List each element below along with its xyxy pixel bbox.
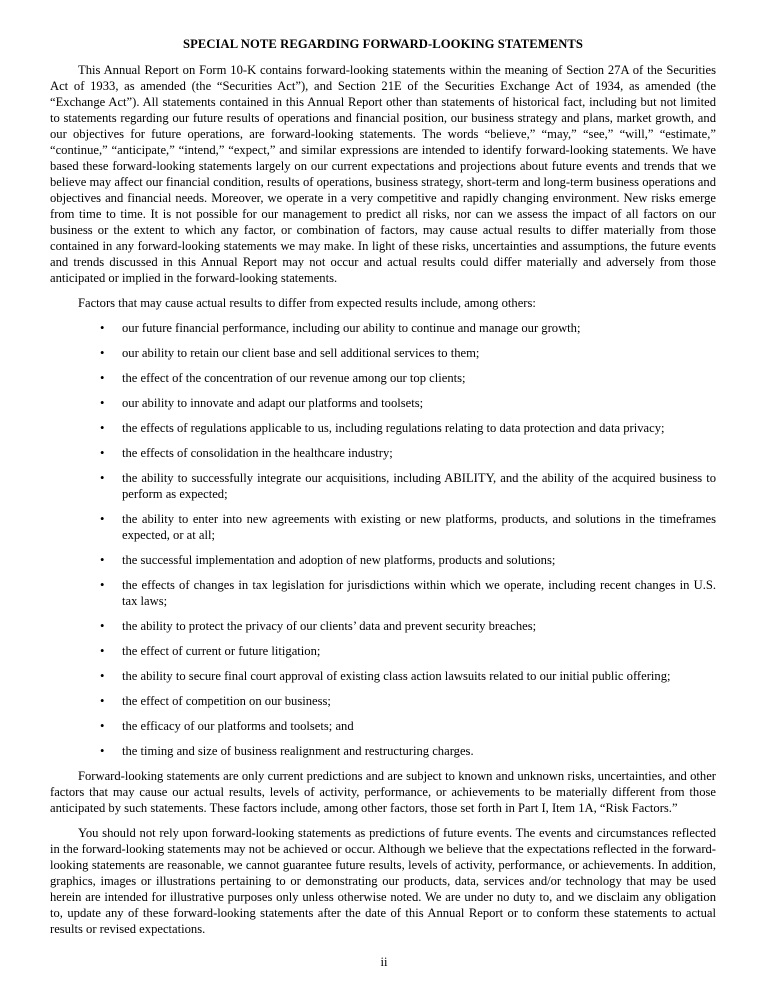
bullet-list	[50, 320, 716, 759]
page-number: ii	[380, 955, 388, 969]
paragraph-no-reliance: You should not rely upon forward-looking statements as predictions of future events. The events and circumstances reflected in the forward-looking statements may not be achieved or occur. Although we believe that the expectations reflected in the forward-looking statements are reasonable, we cannot guarantee future results, levels of activity, performance, or achievements. In addition, graphics, images or illustrations pertaining to or demonstrating our products, data, services and/or technology that may be used herein are intended for illustrative purposes only unless otherwise noted. We are under no duty to, and we disclaim any obligation to, update any of these forward-looking statements after the date of this Annual Report or to conform these statements to actual results or revised expectations.	[50, 826, 716, 936]
bullet-item: • the effects of consolidation in the healthcare industry;	[100, 445, 716, 461]
bullet-item: • the timing and size of business realignment and restructuring charges.	[100, 743, 716, 759]
bullet-item: • the effect of competition on our business;	[100, 693, 716, 709]
bullet-item: • the effect of the concentration of our revenue among our top clients;	[100, 370, 716, 386]
section-title: SPECIAL NOTE REGARDING FORWARD-LOOKING STATEMENTS	[182, 37, 584, 51]
paragraph-forward-looking-overview: This Annual Report on Form 10-K contains forward-looking statements within the meaning of Section 27A of the Securities Act of 1933, as amended (the “Securities Act”), and Section 21E of the Securities Exchange Act of 1934, as amended (the “Exchange Act”). All statements contained in this Annual Report other than statements of historical fact, including but not limited to statements regarding our future results of operations and financial position, our business strategy and plans, market growth, and our objectives for future operations, are forward-looking statements. The words “believe,” “may,” “see,” “will,” “estimate,” “continue,” “anticipate,” “intend,” “expect,” and similar expressions are intended to identify forward-looking statements. We have based these forward-looking statements largely on our current expectations and projections about future events and trends that we believe may affect our financial condition, results of operations, business strategy, short-term and long-term business operations and objectives and financial needs. Moreover, we operate in a very competitive and rapidly changing environment. New risks emerge from time to time. It is not possible for our management to predict all risks, nor can we assess the impact of all factors on our business or the extent to which any factor, or combination of factors, may cause actual results to differ materially from those contained in any forward-looking statements we may make. In light of these risks, uncertainties and assumptions, the future events and trends discussed in this Annual Report may not occur and actual results could differ materially and adversely from those anticipated or implied in the forward-looking statements.	[50, 63, 716, 285]
bullet-item: • the successful implementation and adoption of new platforms, products and solutions;	[100, 552, 716, 568]
bullet-item: • the ability to enter into new agreements with existing or new platforms, products, and solutions in the timeframes expected, or at all;	[100, 511, 716, 543]
bullet-item: • the ability to successfully integrate our acquisitions, including ABILITY, and the ability of the acquired business to perform as expected;	[100, 470, 716, 502]
bullet-item: • the ability to protect the privacy of our clients’ data and prevent security breaches;	[100, 618, 716, 634]
bullet-item: • our ability to retain our client base and sell additional services to them;	[100, 345, 716, 361]
bullet-item: • the ability to secure final court approval of existing class action lawsuits related to our initial public offering;	[100, 668, 716, 684]
paragraph-factors-intro: Factors that may cause actual results to differ from expected results include, among others:	[78, 296, 536, 310]
bullet-item: • the effects of regulations applicable to us, including regulations relating to data protection and data privacy;	[100, 420, 716, 436]
bullet-item: • the effect of current or future litigation;	[100, 643, 716, 659]
paragraph-known-unknown-risks: Forward-looking statements are only current predictions and are subject to known and unknown risks, uncertainties, and other factors that may cause our actual results, levels of activity, performance, or achievements to be materially different from those anticipated by such statements. These factors include, among other factors, those set forth in Part I, Item 1A, “Risk Factors.”	[50, 769, 716, 815]
bullet-item: • the effects of changes in tax legislation for jurisdictions within which we operate, including recent changes in U.S. tax laws;	[100, 577, 716, 609]
bullet-item: • our future financial performance, including our ability to continue and manage our growth;	[100, 320, 716, 336]
bullet-item: • our ability to innovate and adapt our platforms and toolsets;	[100, 395, 716, 411]
bullet-item: • the efficacy of our platforms and toolsets; and	[100, 718, 716, 734]
